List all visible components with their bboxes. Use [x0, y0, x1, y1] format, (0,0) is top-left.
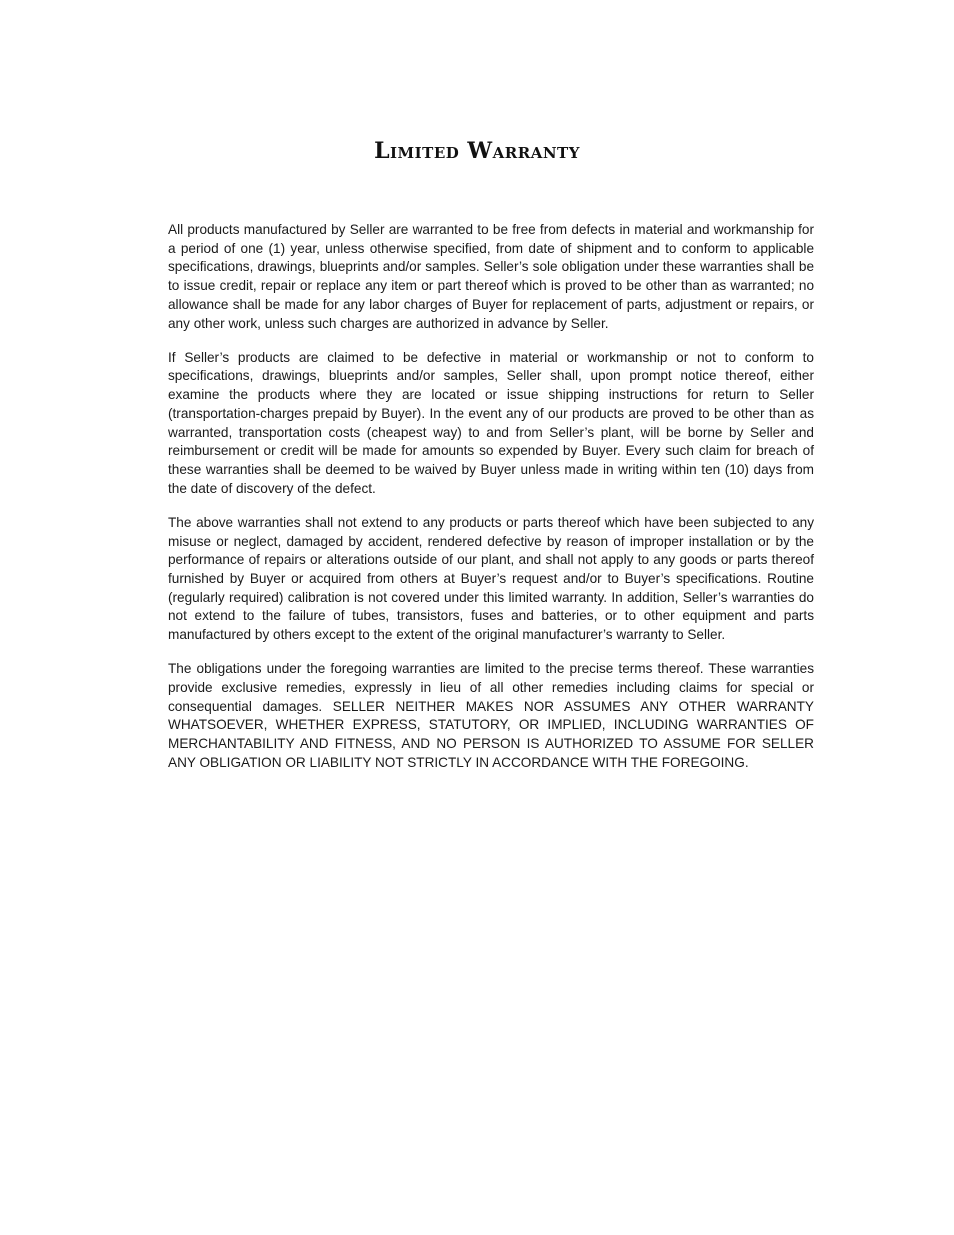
paragraph-limitations: The obligations under the foregoing warranties are limited to the precise terms thereof. These warranties provide exclusive remedies, expressly in lieu of all other remedies including claims for special or consequential damages. SELLER NEITHER MAKES NOR ASSUMES ANY OTHER WARRANTY WHATSOEVER, WHETHER EXPRESS, STATUTORY, OR IMPLIED, INCLUDING WARRANTIES OF MERCHANTABILITY AND FITNESS, AND NO PERSON IS AUTHORIZED TO ASSUME FOR SELLER ANY OBLIGATION OR LIABILITY NOT STRICTLY IN ACCORDANCE WITH THE FOREGOING. [168, 661, 814, 770]
paragraph-exclusions: The above warranties shall not extend to any products or parts thereof which have been subjected to any misuse or neglect, damaged by accident, rendered defective by reason of improper installation or by the performance of repairs or alterations outside of our plant, and shall not apply to any goods or parts thereof furnished by Buyer or acquired from others at Buyer’s request and/or to Buyer’s specifications. Routine (regularly required) calibration is not covered under this limited warranty. In addition, Seller’s warranties do not extend to the failure of tubes, transistors, fuses and batteries, or to other equipment and parts manufactured by others except to the extent of the original manufacturer’s warranty to Seller. [168, 514, 814, 643]
paragraph-defect-claims: If Seller’s products are claimed to be defective in material or workmanship or not to conform to specifications, drawings, blueprints and/or samples, Seller shall, upon prompt notice thereof, either examine the products where they are located or issue shipping instructions for return to Seller (transportation-charges prepaid by Buyer). In the event any of our products are proved to be other than as warranted, transportation costs (cheapest way) to and from Seller’s plant, will be borne by Seller and reimbursement or credit will be made for amounts so expended by Buyer. Every such claim for breach of these warranties shall be deemed to be waived by Buyer unless made in writing within ten (10) days from the date of discovery of the defect. [168, 349, 814, 496]
paragraph-warranty-terms: All products manufactured by Seller are warranted to be free from defects in material and workmanship for a period of one (1) year, unless otherwise specified, from date of shipment and to conform to applicable specifications, drawings, blueprints and/or samples. Seller’s sole obligation under these warranties shall be to issue credit, repair or replace any item or part thereof which is proved to be other than as warranted; no allowance shall be made for any labor charges of Buyer for replacement of parts, adjustment or repairs, or any other work, unless such charges are authorized in advance by Seller. [168, 222, 814, 331]
page-title: Limited Warranty [374, 138, 580, 164]
document-body [168, 221, 814, 788]
